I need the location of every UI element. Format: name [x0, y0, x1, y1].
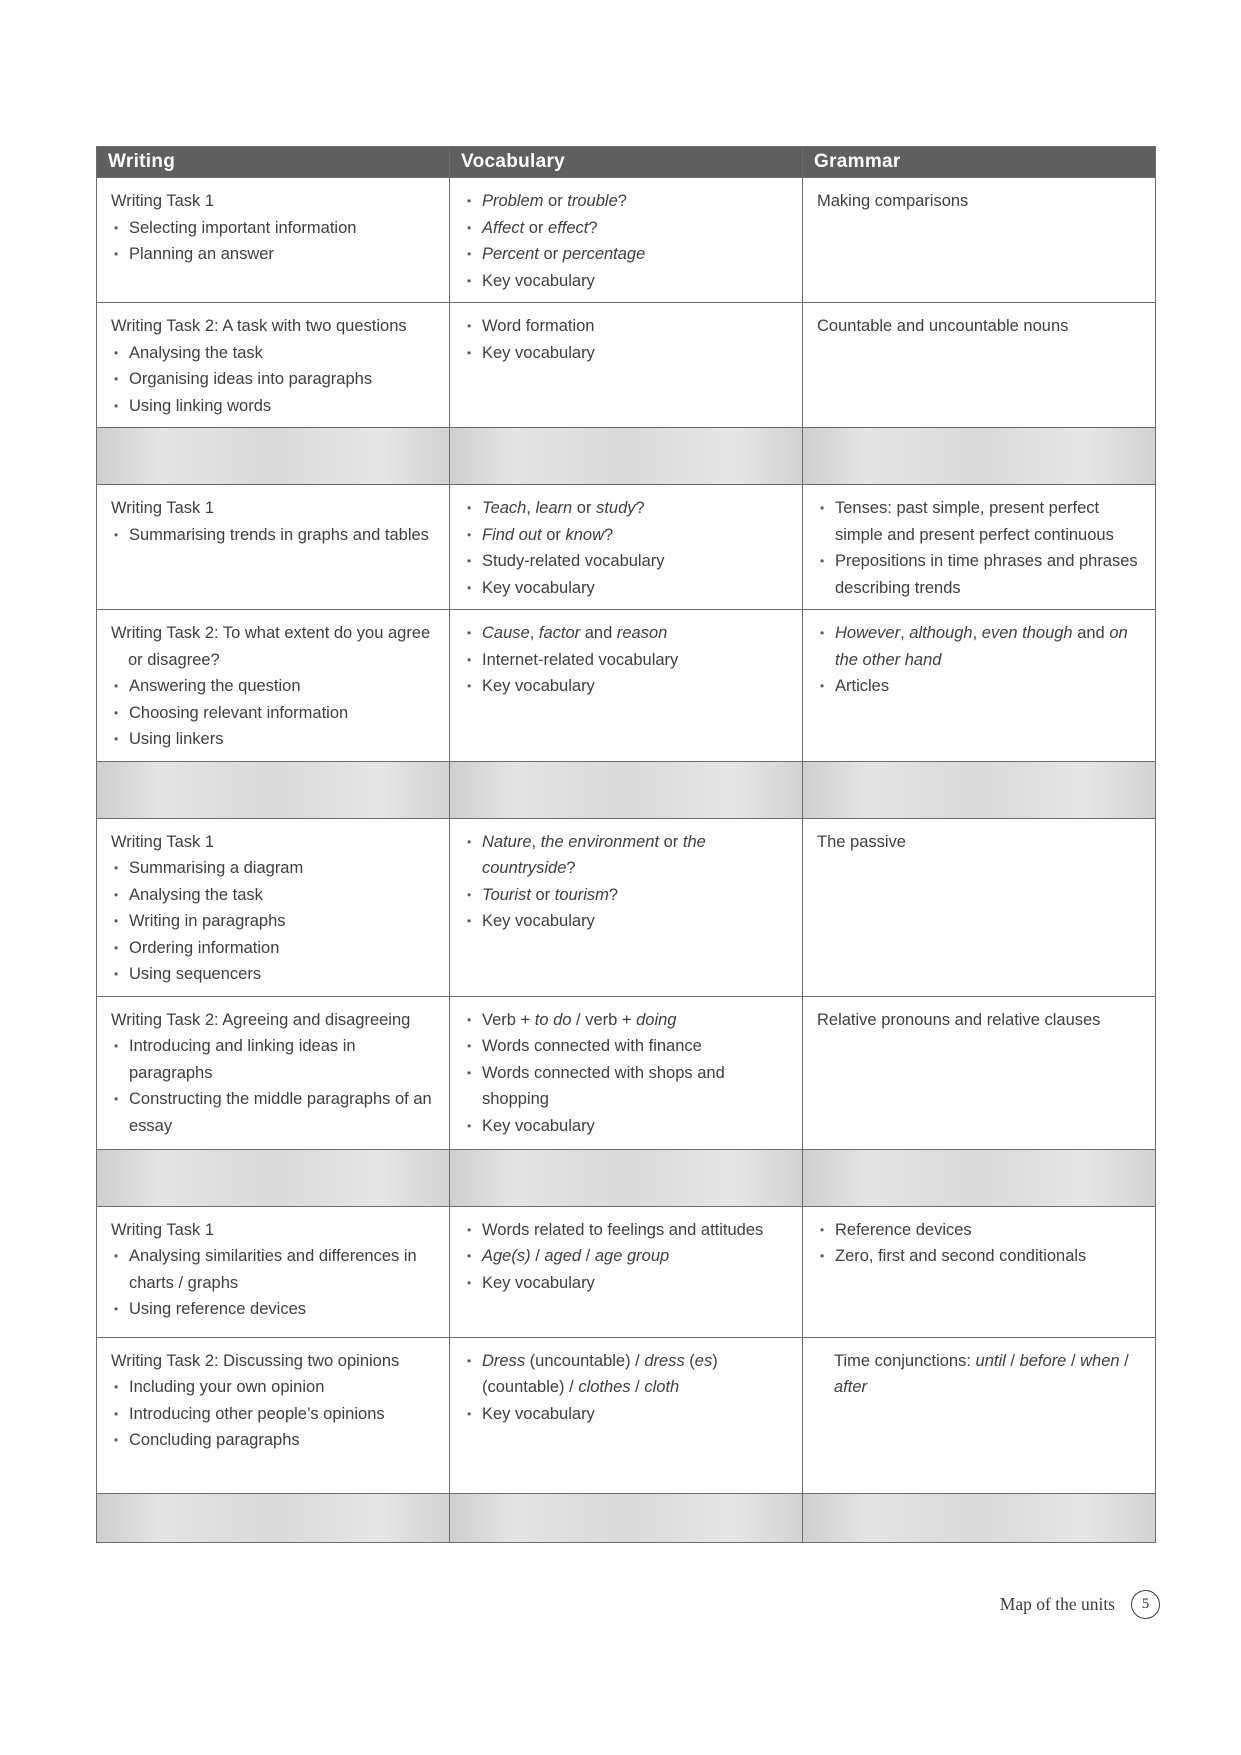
list-item: • Concluding paragraphs	[111, 1427, 437, 1454]
vocabulary-list	[464, 829, 790, 935]
list-item: • Key vocabulary	[464, 268, 790, 295]
writing-cell	[97, 996, 450, 1149]
table-row	[97, 996, 1156, 1149]
vocabulary-cell	[450, 485, 803, 610]
list-item: • Answering the question	[111, 673, 437, 700]
list-item: • Articles	[817, 673, 1143, 700]
vocabulary-cell	[450, 1206, 803, 1337]
grammar-list	[817, 1217, 1143, 1270]
list-item: • Including your own opinion	[111, 1374, 437, 1401]
writing-cell	[97, 178, 450, 303]
list-item: • Planning an answer	[111, 241, 437, 268]
writing-task-title: Writing Task 2: Discussing two opinions	[111, 1351, 400, 1370]
list-item: • Introducing other people’s opinions	[111, 1401, 437, 1428]
list-item: • Selecting important information	[111, 215, 437, 242]
writing-skills-list	[111, 1243, 437, 1323]
grammar-text: Time conjunctions: until / before / when / after	[834, 1351, 1129, 1396]
writing-skills-list	[111, 855, 437, 988]
grammar-cell	[803, 996, 1156, 1149]
list-item: • Key vocabulary	[464, 575, 790, 602]
list-item: • Analysing the task	[111, 882, 437, 909]
list-item: • Dress (uncountable) / dress (es) (countable) / clothes / cloth	[464, 1348, 790, 1401]
list-item: • Words connected with finance	[464, 1033, 790, 1060]
table-row	[97, 303, 1156, 428]
list-item: • Cause, factor and reason	[464, 620, 790, 647]
vocabulary-cell	[450, 610, 803, 762]
vocabulary-list	[464, 313, 790, 366]
list-item: • Choosing relevant information	[111, 700, 437, 727]
list-item: • Summarising trends in graphs and tables	[111, 522, 437, 549]
vocabulary-cell	[450, 818, 803, 996]
unit-separator-band	[97, 1493, 1156, 1542]
table-row	[97, 818, 1156, 996]
list-item: • Introducing and linking ideas in paragraphs	[111, 1033, 437, 1086]
list-item: • Verb + to do / verb + doing	[464, 1007, 790, 1034]
list-item: • Tourist or tourism?	[464, 882, 790, 909]
table-row	[97, 178, 1156, 303]
writing-cell	[97, 1337, 450, 1493]
header-writing: Writing	[97, 147, 450, 178]
grammar-cell	[803, 610, 1156, 762]
list-item: • Key vocabulary	[464, 1270, 790, 1297]
grammar-list	[817, 495, 1143, 601]
list-item: • Tenses: past simple, present perfect simple and present perfect continuous	[817, 495, 1143, 548]
list-item: • Organising ideas into paragraphs	[111, 366, 437, 393]
unit-separator-band	[97, 761, 1156, 818]
list-item: • Using reference devices	[111, 1296, 437, 1323]
page-footer	[980, 1590, 1160, 1626]
vocabulary-cell	[450, 996, 803, 1149]
writing-task-title: Writing Task 1	[111, 1220, 215, 1239]
list-item: • Find out or know?	[464, 522, 790, 549]
writing-task-title: Writing Task 1	[111, 832, 215, 851]
list-item: • Constructing the middle paragraphs of an essay	[111, 1086, 437, 1139]
list-item: • Teach, learn or study?	[464, 495, 790, 522]
vocabulary-list	[464, 188, 790, 294]
writing-task-title-continued: or disagree?	[128, 650, 220, 669]
vocabulary-list	[464, 1007, 790, 1140]
list-item: • Problem or trouble?	[464, 188, 790, 215]
writing-cell	[97, 818, 450, 996]
vocabulary-cell	[450, 303, 803, 428]
list-item: • Using sequencers	[111, 961, 437, 988]
unit-separator-band	[97, 428, 1156, 485]
page-number-badge: 5	[1131, 1590, 1160, 1619]
list-item: • Nature, the environment or the countryside?	[464, 829, 790, 882]
list-item: • Using linkers	[111, 726, 437, 753]
writing-skills-list	[111, 673, 437, 753]
list-item: • Key vocabulary	[464, 908, 790, 935]
writing-cell	[97, 303, 450, 428]
list-item: • Analysing similarities and differences in charts / graphs	[111, 1243, 437, 1296]
list-item: • Zero, first and second conditionals	[817, 1243, 1143, 1270]
vocabulary-cell	[450, 178, 803, 303]
unit-separator-band	[97, 1149, 1156, 1206]
list-item: • Study-related vocabulary	[464, 548, 790, 575]
list-item: • Words related to feelings and attitudes	[464, 1217, 790, 1244]
writing-cell	[97, 1206, 450, 1337]
table-row	[97, 610, 1156, 762]
list-item: • Ordering information	[111, 935, 437, 962]
list-item: • Word formation	[464, 313, 790, 340]
writing-skills-list	[111, 522, 437, 549]
header-vocabulary: Vocabulary	[450, 147, 803, 178]
list-item: • Writing in paragraphs	[111, 908, 437, 935]
writing-skills-list	[111, 1374, 437, 1454]
writing-cell	[97, 610, 450, 762]
grammar-list	[817, 620, 1143, 700]
list-item: • However, although, even though and on the other hand	[817, 620, 1143, 673]
grammar-cell	[803, 1337, 1156, 1493]
grammar-cell	[803, 485, 1156, 610]
grammar-cell	[803, 818, 1156, 996]
grammar-text: Making comparisons	[817, 192, 969, 210]
vocabulary-cell	[450, 1337, 803, 1493]
grammar-cell	[803, 303, 1156, 428]
grammar-cell	[803, 1206, 1156, 1337]
grammar-text: Countable and uncountable nouns	[817, 317, 1069, 335]
list-item: • Affect or effect?	[464, 215, 790, 242]
list-item: • Internet-related vocabulary	[464, 647, 790, 674]
table-row	[97, 1337, 1156, 1493]
list-item: • Key vocabulary	[464, 673, 790, 700]
writing-task-title: Writing Task 2: To what extent do you agree	[111, 624, 431, 642]
map-of-units-table	[96, 146, 1156, 1543]
writing-skills-list	[111, 1033, 437, 1139]
table-header-row	[97, 147, 1156, 178]
writing-skills-list	[111, 215, 437, 268]
writing-task-title: Writing Task 2: Agreeing and disagreeing	[111, 1010, 411, 1029]
writing-task-title: Writing Task 1	[111, 192, 215, 210]
list-item: • Age(s) / aged / age group	[464, 1243, 790, 1270]
grammar-cell	[803, 178, 1156, 303]
list-item: • Analysing the task	[111, 340, 437, 367]
vocabulary-list	[464, 620, 790, 700]
list-item: • Percent or percentage	[464, 241, 790, 268]
vocabulary-list	[464, 495, 790, 601]
writing-task-title: Writing Task 2: A task with two questions	[111, 317, 407, 335]
table-row	[97, 1206, 1156, 1337]
writing-cell	[97, 485, 450, 610]
grammar-text: The passive	[817, 832, 906, 851]
header-grammar: Grammar	[803, 147, 1156, 178]
grammar-text: Relative pronouns and relative clauses	[817, 1010, 1101, 1029]
list-item: • Reference devices	[817, 1217, 1143, 1244]
list-item: • Key vocabulary	[464, 1113, 790, 1140]
writing-task-title: Writing Task 1	[111, 499, 215, 517]
list-item: • Words connected with shops and shopping	[464, 1060, 790, 1113]
list-item: • Summarising a diagram	[111, 855, 437, 882]
list-item: • Using linking words	[111, 393, 437, 420]
list-item: • Key vocabulary	[464, 1401, 790, 1428]
writing-skills-list	[111, 340, 437, 420]
vocabulary-list	[464, 1348, 790, 1428]
vocabulary-list	[464, 1217, 790, 1297]
list-item: • Prepositions in time phrases and phrases describing trends	[817, 548, 1143, 601]
table-row	[97, 485, 1156, 610]
footer-label: Map of the units	[999, 1594, 1115, 1614]
list-item: • Key vocabulary	[464, 340, 790, 367]
